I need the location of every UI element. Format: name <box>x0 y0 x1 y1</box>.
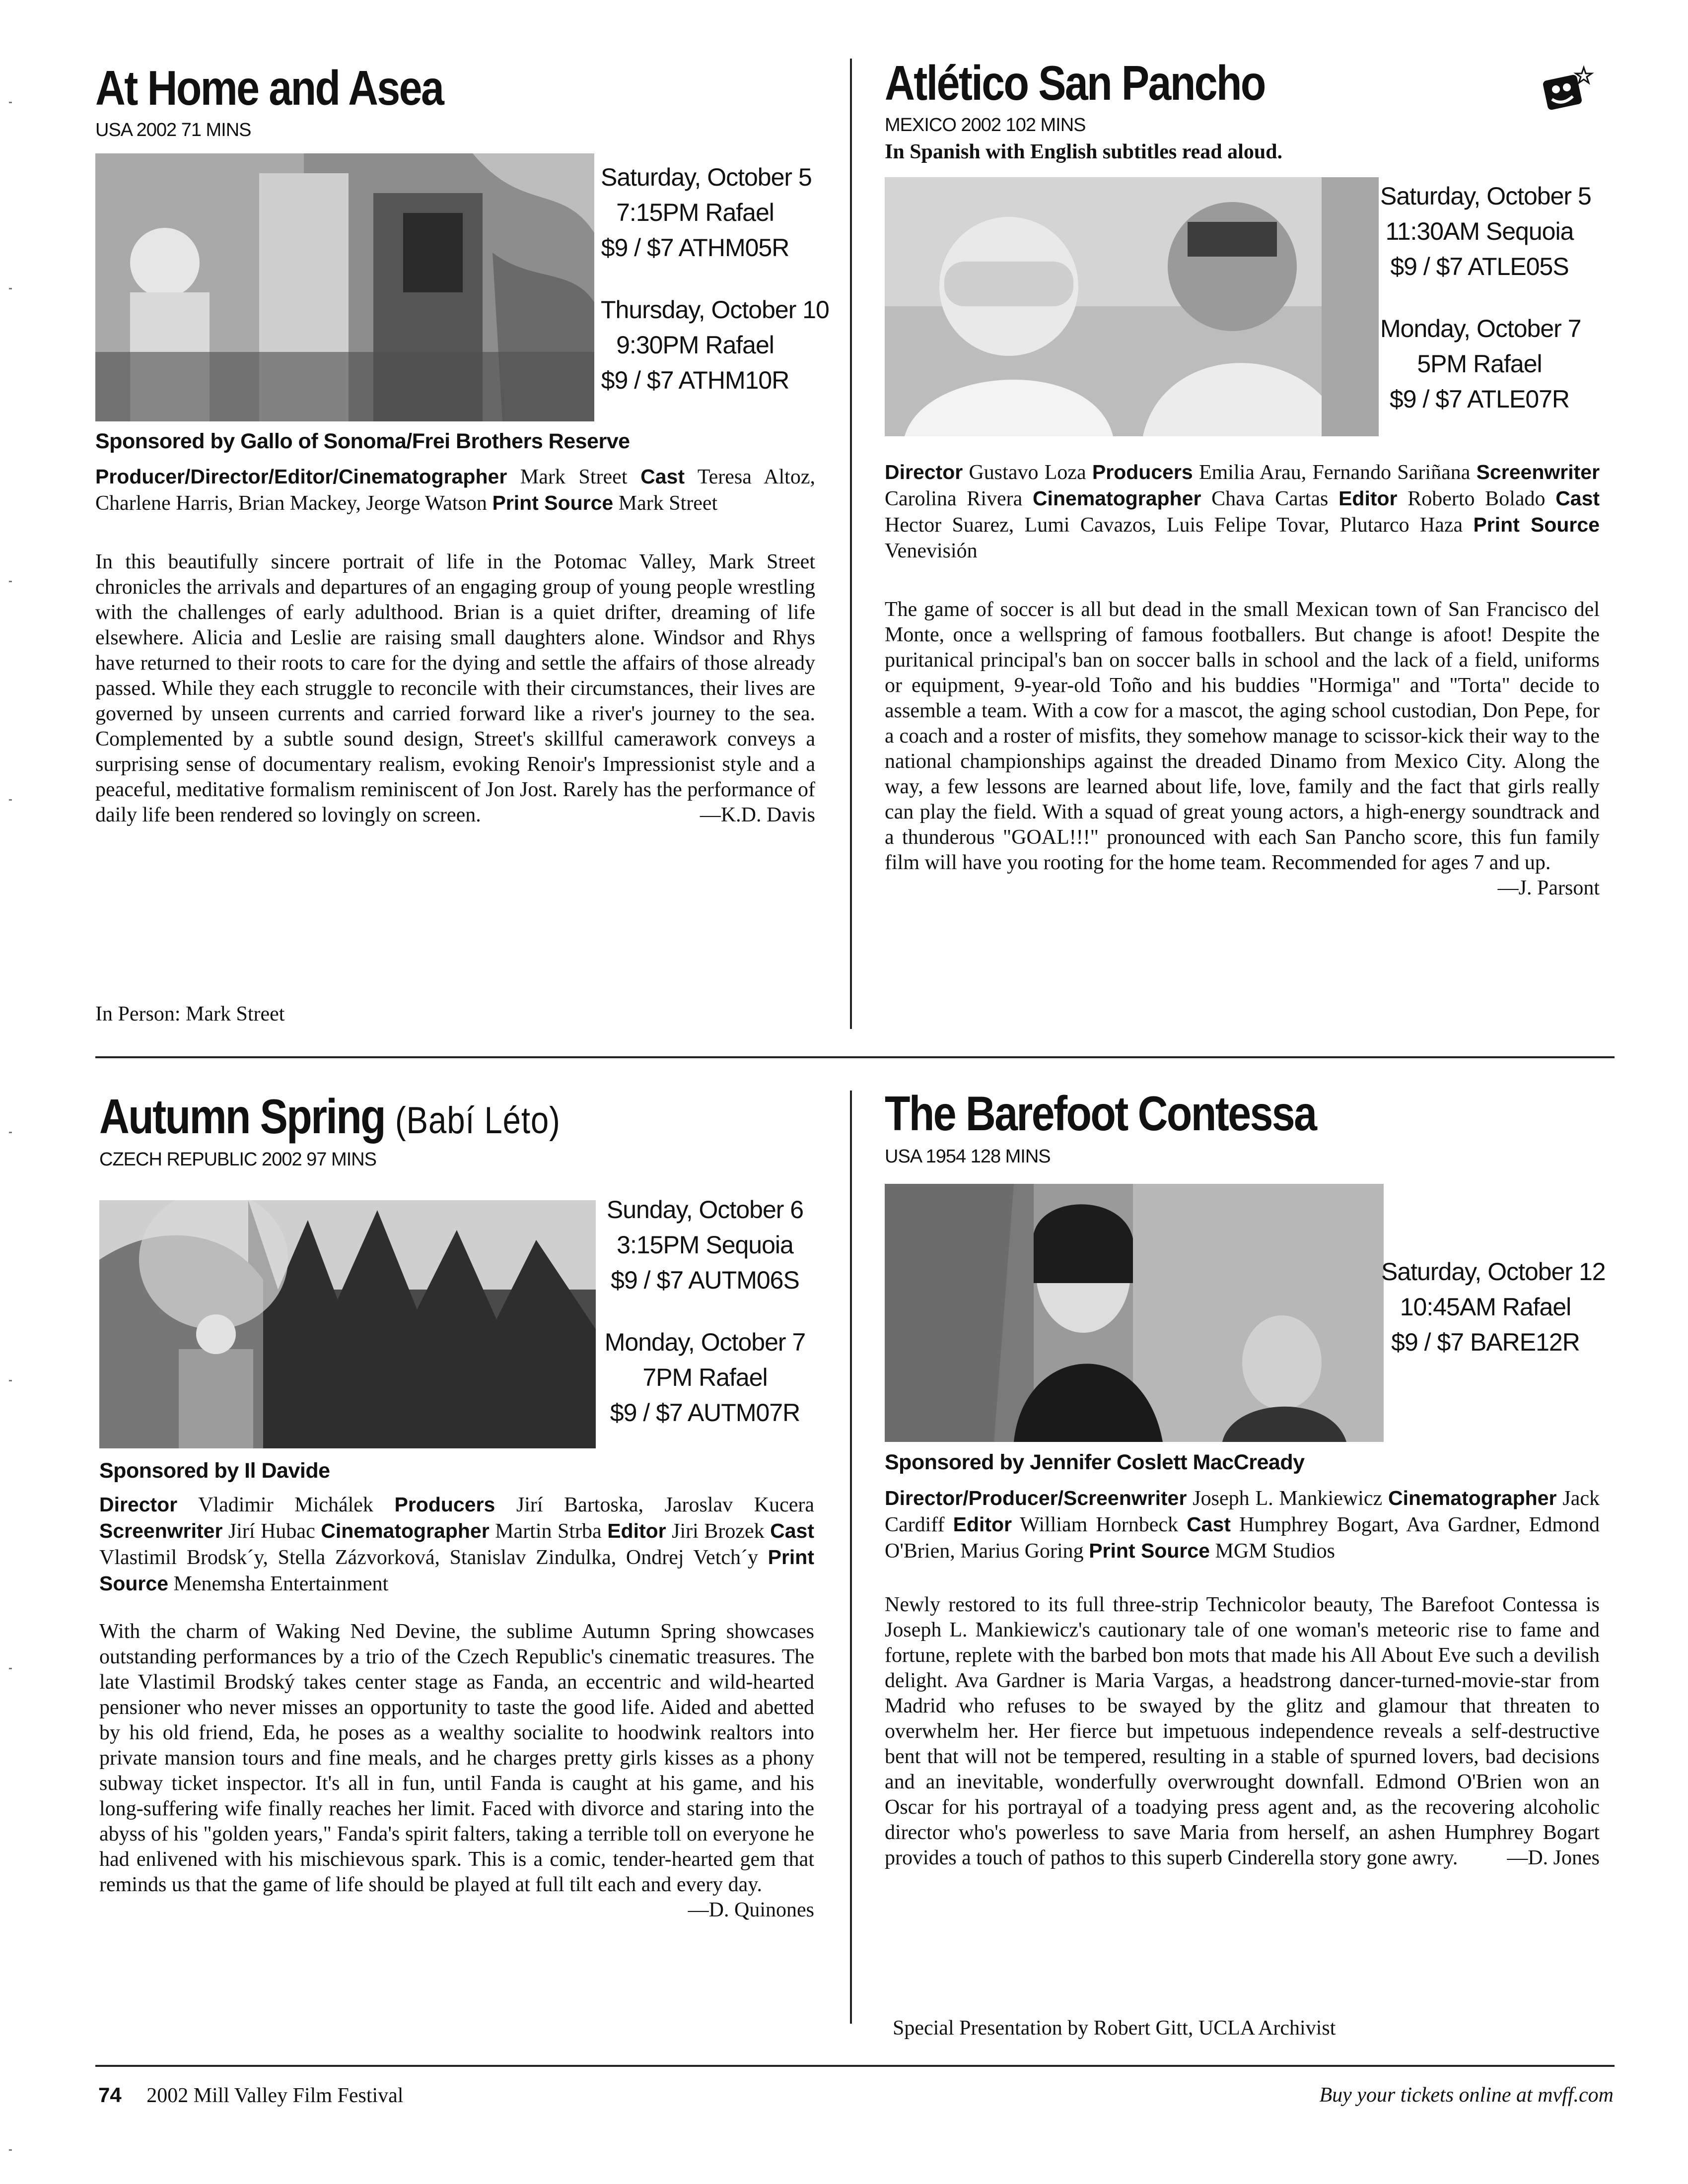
credit-names: Roberto Bolado <box>1407 487 1546 510</box>
film-title-text: Autumn Spring <box>99 1089 385 1144</box>
sponsor-line: Sponsored by Jennifer Coslett MacCready <box>885 1450 1305 1474</box>
film-description <box>885 1592 1600 1871</box>
credit-role: Producers <box>394 1493 495 1516</box>
credit-role: Print Source <box>492 491 614 514</box>
screening-price: $9 / $7 BARE12R <box>1391 1328 1580 1356</box>
screening-date: Monday, October 7 <box>1380 315 1581 342</box>
margin-mark <box>9 102 12 103</box>
margin-mark <box>9 581 12 582</box>
screening-time: 9:30PM Rafael <box>616 331 774 359</box>
credit-names: Carolina Rivera <box>885 487 1023 510</box>
reviewer-credit: —D. Jones <box>1507 1846 1600 1869</box>
credit-names: Mark Street <box>520 466 628 488</box>
screening-time: 7PM Rafael <box>642 1364 768 1391</box>
film-title <box>99 1089 561 1144</box>
film-meta: MEXICO 2002 102 MINS <box>885 115 1086 136</box>
screenings <box>601 160 829 425</box>
screening-price: $9 / $7 ATHM10R <box>601 366 789 394</box>
screening-date: Saturday, October 5 <box>1380 182 1591 210</box>
credit-role: Print Source <box>99 1546 815 1595</box>
reviewer-credit: —K.D. Davis <box>700 804 815 826</box>
credit-role: Cast <box>1187 1513 1231 1536</box>
screening-time: 5PM Rafael <box>1417 350 1542 378</box>
film-credits <box>99 1492 814 1597</box>
reviewer-credit: —J. Parsont <box>1497 877 1600 899</box>
credit-role: Cinematographer <box>321 1519 490 1542</box>
credit-role: Director <box>99 1493 178 1516</box>
film-meta: USA 1954 128 MINS <box>885 1146 1051 1167</box>
credit-names: Humphrey Bogart, Ava Gardner, Edmond O'Brien, Marius Goring <box>885 1513 1600 1563</box>
footer-rule <box>95 2065 1615 2067</box>
screening <box>1380 311 1579 417</box>
credit-names: Jiri Brozek <box>672 1520 765 1543</box>
credit-names: Venevisión <box>885 540 978 562</box>
film-title-text: The Barefoot Contessa <box>885 1086 1316 1141</box>
screening-price: $9 / $7 AUTM07R <box>610 1399 800 1427</box>
screenings <box>601 1192 809 1457</box>
reviewer-credit: —D. Quinones <box>688 1899 814 1921</box>
credit-role: Editor <box>953 1513 1012 1536</box>
film-title-text: Atlético San Pancho <box>885 56 1265 110</box>
language-note: In Spanish with English subtitles read aloud. <box>885 140 1283 163</box>
screening <box>1380 179 1591 284</box>
film-title <box>885 56 1265 110</box>
credit-names: Vladimir Michálek <box>198 1494 373 1516</box>
column-divider-bottom <box>850 1091 852 2024</box>
screening-price: $9 / $7 ATLE05S <box>1390 253 1569 280</box>
screening <box>601 292 829 398</box>
credit-names: Joseph L. Mankiewicz <box>1193 1487 1383 1510</box>
credit-role: Producer/Director/Editor/Cinematographer <box>95 465 507 488</box>
credit-role: Print Source <box>1473 513 1600 536</box>
description-text: The game of soccer is all but dead in the small Mexican town of San Francisco del Monte, once a wellspring of famous footballers. But change is afoot! Despite the puritanical principal's ban on soccer balls in school and the lack of a field, uniforms or equipment, 9-year-old Toño and his buddies "Hormiga" and "Torta" decide to assemble a team. With a cow for a mascot, the aging school custodian, Don Pepe, for a coach and a roster of misfits, they somehow manage to scissor-kick their way to the national championships against the dreaded Dinamo from Mexico City. Along the way, a few lessons are learned about life, love, family and the fact that girls really can play the field. With a squad of great young actors, a high-energy soundtrack and a thunderous "GOAL!!!" pronounced with each San Pancho score, this fun family film will have you rooting for the home team. Recommended for ages 7 and up. <box>885 598 1600 874</box>
film-title-original: (Babí Léto) <box>395 1099 561 1142</box>
screening <box>601 1325 809 1431</box>
film-credits <box>95 464 815 516</box>
description-text: With the charm of Waking Ned Devine, the sublime Autumn Spring showcases outstanding performances by a trio of the Czech Republic's cinematic treasures. The late Vlastimil Brodský takes center stage as Fanda, an eccentric and wild-hearted pensioner who never misses an opportunity to taste the good life. Aided and abetted by his old friend, Eda, he poses as a wealthy socialite to hoodwink realtors into private mansion tours and fine meals, and he charges pretty girls kisses as a phony subway ticket inspector. It's all in fun, until Fanda is caught at his game, and his long-suffering wife finally reaches her limit. Faced with divorce and staring into the abyss of his "golden years," Fanda's spirit falters, taking a terrible toll on everyone he had enlivened with his mischievous spark. This is a comic, tender-hearted gem that reminds us that the game of life should be played at full tilt each and every day. <box>99 1620 814 1896</box>
film-still <box>885 177 1379 436</box>
screening-date: Saturday, October 12 <box>1381 1258 1606 1286</box>
credit-names: Teresa Altoz, Charlene Harris, Brian Mackey, Jeorge Watson <box>95 466 815 515</box>
special-presentation-note: Special Presentation by Robert Gitt, UCLA Archivist <box>893 2017 1336 2040</box>
film-description <box>95 549 815 828</box>
credit-names: MGM Studios <box>1215 1540 1336 1563</box>
credit-names: Vlastimil Brodsk´y, Stella Zázvorková, Stanislav Zindulka, Ondrej Vetch´y <box>99 1546 758 1569</box>
credit-names: Jirí Hubac <box>228 1520 315 1543</box>
screening <box>601 160 812 266</box>
credit-role: Screenwriter <box>1476 461 1600 483</box>
film-title <box>885 1086 1316 1141</box>
margin-mark <box>9 2149 12 2151</box>
page-number: 74 <box>98 2083 122 2107</box>
credit-role: Cast <box>770 1519 815 1542</box>
screening <box>601 1192 809 1298</box>
credit-role: Director <box>885 461 963 483</box>
film-description <box>885 597 1600 901</box>
film-title-text: At Home and Asea <box>95 61 443 115</box>
credit-names: William Hornbeck <box>1020 1513 1178 1536</box>
screening-date: Saturday, October 5 <box>601 163 812 191</box>
screening-date: Sunday, October 6 <box>606 1196 804 1224</box>
film-still <box>99 1200 596 1448</box>
credit-names: Jirí Bartoska, Jaroslav Kucera <box>516 1494 815 1516</box>
description-text: Newly restored to its full three-strip Technicolor beauty, The Barefoot Contessa is Joseph L. Mankiewicz's cautionary tale of one woman's meteoric rise to fame and fortune, replete with the barbed bon mots that made his All About Eve such a devilish delight. Ava Gardner is Maria Vargas, a headstrong dancer-turned-movie-star from Madrid who refuses to be swayed by the glitz and glamour that threaten to overwhelm her. Her fierce but impetuous independence reveals a self-destructive bent that will not be tempered, resulting in a stable of spurned lovers, bad decisions and an inevitable, wonderfully overwrought downfall. Edmond O'Brien won an Oscar for his portrayal of a toadying press agent and, as the recovering alcoholic director who's powerless to save Maria from herself, an ashen Humphrey Bogart provides a touch of pathos to this superb Cinderella story gone awry. <box>885 1593 1600 1869</box>
screening-time: 7:15PM Rafael <box>616 199 774 226</box>
film-still <box>95 153 594 421</box>
screening-date: Thursday, October 10 <box>601 296 829 324</box>
credit-role: Print Source <box>1089 1539 1210 1562</box>
section-divider <box>95 1056 1615 1058</box>
margin-mark <box>9 1380 12 1381</box>
credit-role: Cinematographer <box>1032 487 1201 510</box>
screening-price: $9 / $7 ATLE07R <box>1389 385 1570 413</box>
screening-price: $9 / $7 ATHM05R <box>601 234 789 262</box>
page-footer-left <box>98 2085 403 2106</box>
margin-mark <box>9 799 12 801</box>
screening-time: 11:30AM Sequoia <box>1385 217 1574 245</box>
screenings <box>1380 179 1591 444</box>
credit-names: Martin Strba <box>495 1520 602 1543</box>
film-title <box>95 61 443 115</box>
film-credits <box>885 459 1600 564</box>
screening-time: 3:15PM Sequoia <box>617 1231 793 1259</box>
screening-price: $9 / $7 AUTM06S <box>611 1266 799 1294</box>
publication-name: 2002 Mill Valley Film Festival <box>146 2084 404 2107</box>
page-footer-right: Buy your tickets online at mvff.com <box>1319 2084 1614 2107</box>
credit-role: Screenwriter <box>99 1519 223 1542</box>
credit-names: Emilia Arau, Fernando Sariñana <box>1198 461 1471 484</box>
credit-names: Menemsha Entertainment <box>173 1572 389 1595</box>
credit-role: Cast <box>640 465 685 488</box>
credit-role: Producers <box>1092 461 1193 483</box>
credit-names: Hector Suarez, Lumi Cavazos, Luis Felipe Tovar, Plutarco Haza <box>885 514 1463 537</box>
film-meta: CZECH REPUBLIC 2002 97 MINS <box>99 1149 376 1170</box>
film-credits <box>885 1485 1600 1564</box>
sponsor-line: Sponsored by Il Davide <box>99 1459 330 1483</box>
description-text: In this beautifully sincere portrait of life in the Potomac Valley, Mark Street chronicles the arrivals and departures of an engaging group of young people wrestling with the challenges of early adulthood. Brian is a quiet drifter, dreaming of life elsewhere. Alicia and Leslie are raising small daughters alone. Windsor and Rhys have returned to their roots to care for the dying and settle the affairs of those already passed. While they each struggle to reconcile with their circumstances, their lives are governed by unseen currents and carried forward like a river's journey to the sea. Complemented by a subtle sound design, Street's skillful camerawork conveys a surprising sense of documentary realism, evoking Renoir's Impressionist style and a peaceful, meditative formalism reminiscent of Jon Jost. Rarely has the performance of daily life been rendered so lovingly on screen. <box>95 550 815 826</box>
margin-mark <box>9 1668 12 1669</box>
family-film-icon <box>1535 64 1595 118</box>
margin-mark <box>9 288 12 289</box>
in-person-note: In Person: Mark Street <box>95 1003 285 1025</box>
column-divider-top <box>850 59 852 1029</box>
film-still <box>885 1184 1384 1442</box>
screening-time: 10:45AM Rafael <box>1400 1293 1571 1321</box>
screenings <box>1381 1254 1606 1387</box>
credit-role: Director/Producer/Screenwriter <box>885 1487 1187 1509</box>
credit-names: Jack Cardiff <box>885 1487 1600 1536</box>
credit-role: Editor <box>1338 487 1398 510</box>
credit-names: Chava Cartas <box>1211 487 1329 510</box>
screening-date: Monday, October 7 <box>604 1328 806 1356</box>
credit-names: Gustavo Loza <box>969 461 1086 484</box>
credit-names: Mark Street <box>618 492 718 515</box>
screening <box>1381 1254 1606 1360</box>
margin-mark <box>9 1132 12 1133</box>
film-meta: USA 2002 71 MINS <box>95 120 251 140</box>
film-description <box>99 1619 814 1923</box>
credit-role: Cinematographer <box>1388 1487 1557 1509</box>
credit-role: Editor <box>607 1519 666 1542</box>
sponsor-line: Sponsored by Gallo of Sonoma/Frei Brothers Reserve <box>95 429 630 453</box>
credit-role: Cast <box>1555 487 1600 510</box>
